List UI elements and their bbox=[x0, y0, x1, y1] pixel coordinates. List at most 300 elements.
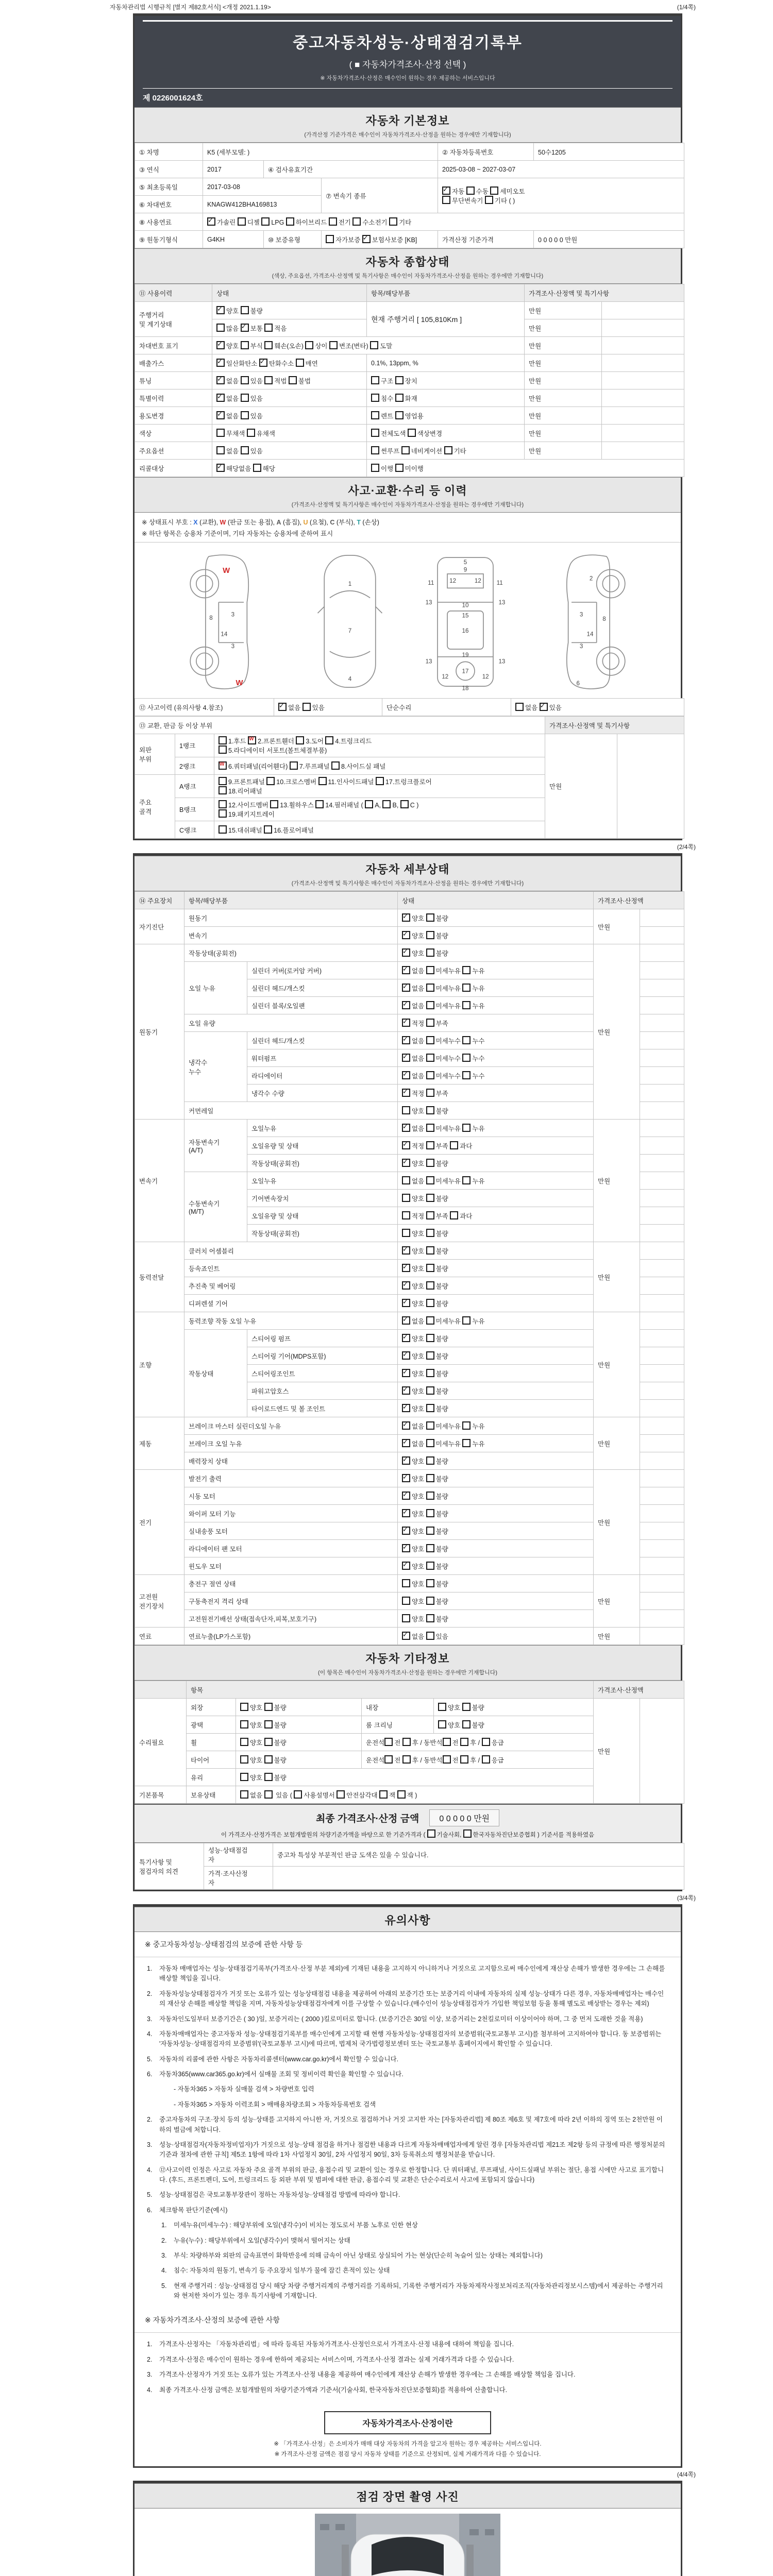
checkbox[interactable] bbox=[219, 809, 227, 818]
checkbox-checked[interactable] bbox=[216, 376, 225, 384]
checkbox[interactable] bbox=[462, 984, 470, 992]
checkbox[interactable] bbox=[264, 825, 272, 834]
checkbox[interactable] bbox=[462, 1124, 470, 1132]
checkbox-checked[interactable] bbox=[216, 306, 225, 314]
checkbox[interactable] bbox=[426, 1316, 434, 1325]
legend-symbol: X bbox=[193, 519, 198, 526]
checkbox[interactable] bbox=[402, 1738, 411, 1746]
checkbox-checked[interactable] bbox=[402, 1492, 410, 1500]
checkbox-checked[interactable] bbox=[402, 1071, 410, 1079]
checkbox[interactable] bbox=[296, 359, 304, 367]
table-cell: 자가보증 ✓보험사보증 [KB] bbox=[322, 231, 438, 248]
checkbox[interactable] bbox=[462, 1421, 470, 1430]
checkbox-checked[interactable] bbox=[402, 966, 410, 974]
checkbox[interactable] bbox=[219, 786, 227, 794]
table-cell: 발전기 출력 bbox=[184, 1470, 398, 1487]
table-cell: 전체도색 색상변경 bbox=[367, 425, 525, 442]
checkbox[interactable] bbox=[450, 1211, 458, 1219]
table-cell: 추진축 및 베어링 bbox=[184, 1277, 398, 1295]
checkbox-weld-mark[interactable] bbox=[219, 761, 227, 770]
checkbox[interactable] bbox=[395, 394, 404, 402]
checkbox[interactable] bbox=[264, 376, 273, 384]
table-cell bbox=[640, 1610, 684, 1628]
checkbox-weld-mark[interactable] bbox=[248, 736, 256, 744]
checkbox[interactable] bbox=[379, 1790, 388, 1799]
checkbox[interactable] bbox=[326, 235, 334, 243]
table-cell bbox=[640, 1365, 684, 1382]
table-cell: 만원 bbox=[594, 1242, 640, 1312]
checkbox[interactable] bbox=[289, 376, 297, 384]
checkbox-checked[interactable] bbox=[402, 1369, 410, 1377]
checkbox[interactable] bbox=[241, 446, 249, 454]
checkbox[interactable] bbox=[395, 464, 404, 472]
checkbox[interactable] bbox=[426, 1562, 434, 1570]
checkbox-checked[interactable] bbox=[402, 1562, 410, 1570]
checkbox[interactable] bbox=[426, 1544, 434, 1552]
checkbox[interactable] bbox=[286, 217, 294, 226]
table-cell: ✓ 양호 불량 bbox=[398, 1155, 594, 1172]
checkbox-checked[interactable] bbox=[402, 1404, 410, 1412]
repair-mark: W bbox=[236, 679, 243, 687]
caution-text: ⑫사고이력 인정은 사고로 자동차 주요 골격 부위의 판금, 용접수리 및 교환이 있는 경우로 한정합니다. 단 쿼터패널, 루프패널, 사이드실패널 부위는 절단, 용접 시에만 사고로 표기합니다. (후드, 프론트펜더, 도어, 트렁크리드 등 외판 부위 및 범퍼에 대한 판금, 용접수리 및 교환은 단순수리로서 사고에 포함되지 않습니다) bbox=[159, 2166, 664, 2183]
checkbox[interactable] bbox=[219, 825, 227, 834]
checkbox-checked[interactable] bbox=[402, 1351, 410, 1360]
checkbox[interactable] bbox=[438, 1703, 446, 1711]
section-basic-info-header bbox=[135, 107, 681, 143]
panel-number: 3 bbox=[231, 642, 235, 650]
checkbox-checked[interactable] bbox=[402, 1054, 410, 1062]
checkbox[interactable] bbox=[305, 341, 313, 349]
checkbox[interactable] bbox=[241, 394, 249, 402]
checkbox[interactable] bbox=[442, 196, 450, 204]
checkbox[interactable] bbox=[490, 187, 498, 195]
table-cell bbox=[640, 1592, 684, 1610]
table-cell: 현재 주행거리 [ 105,810Km ] bbox=[367, 302, 525, 337]
checkbox[interactable] bbox=[460, 1738, 468, 1746]
table-cell: 없음 미세누유 누유 bbox=[398, 1172, 594, 1190]
checkbox-checked[interactable] bbox=[402, 1632, 410, 1640]
table-cell: ✓ 없음 있음 bbox=[398, 1628, 594, 1645]
checkbox-checked[interactable] bbox=[402, 1264, 410, 1272]
table-cell: 원동기 bbox=[184, 909, 398, 927]
checkbox[interactable] bbox=[426, 1264, 434, 1272]
checkbox[interactable] bbox=[264, 1773, 273, 1781]
checkbox-checked[interactable] bbox=[216, 411, 225, 419]
section-title: 유의사항 bbox=[384, 1914, 431, 1927]
checkbox[interactable] bbox=[482, 1738, 490, 1746]
cautions-list-2 bbox=[135, 2333, 681, 2402]
checkbox[interactable] bbox=[329, 341, 338, 349]
table-cell: 고전원 전기장치 bbox=[135, 1575, 184, 1628]
checkbox[interactable] bbox=[264, 1755, 273, 1764]
table-cell: 양호 불량 bbox=[398, 1610, 594, 1628]
table-cell: ✓ 없음 미세누유 누유 bbox=[398, 1312, 594, 1330]
checkbox-checked[interactable] bbox=[402, 1544, 410, 1552]
checkbox-checked[interactable] bbox=[362, 235, 371, 243]
checkbox[interactable] bbox=[462, 966, 470, 974]
checkbox[interactable] bbox=[241, 411, 249, 419]
checkbox-checked[interactable] bbox=[259, 359, 267, 367]
checkbox-checked[interactable] bbox=[540, 703, 548, 711]
checkbox[interactable] bbox=[427, 1829, 435, 1838]
checkbox[interactable] bbox=[264, 1720, 273, 1728]
table-cell: 기본품목 bbox=[135, 1786, 187, 1804]
checkbox[interactable] bbox=[426, 1386, 434, 1395]
document-canvas bbox=[110, 0, 697, 2576]
checkbox[interactable] bbox=[240, 1738, 248, 1746]
table-cell: 적정 부족 과다 bbox=[398, 1207, 594, 1225]
checkbox[interactable] bbox=[216, 446, 225, 454]
checkbox[interactable] bbox=[426, 1071, 434, 1079]
table-cell: 시동 모터 bbox=[184, 1487, 398, 1505]
checkbox[interactable] bbox=[426, 1474, 434, 1482]
table-cell: ⑨ 원동기형식 bbox=[135, 231, 203, 248]
checkbox[interactable] bbox=[352, 217, 361, 226]
checkbox[interactable] bbox=[290, 761, 298, 770]
table-cell: 만원 bbox=[525, 372, 602, 389]
checkbox[interactable] bbox=[371, 464, 379, 472]
checkbox[interactable] bbox=[402, 1229, 410, 1237]
checkbox[interactable] bbox=[466, 187, 475, 195]
table-cell: 운전석 전 후 / 동반석 전 후 / 응급 bbox=[362, 1734, 594, 1751]
checkbox[interactable] bbox=[241, 341, 249, 349]
right-side-view bbox=[534, 550, 627, 693]
checkbox[interactable] bbox=[426, 1404, 434, 1412]
table-cell: 가격·조사산정 자 bbox=[204, 1867, 273, 1890]
table-cell: 실린더 헤드/개스킷 bbox=[247, 1032, 398, 1049]
table-cell: 양호 불량 bbox=[398, 1102, 594, 1120]
checkbox[interactable] bbox=[371, 411, 379, 419]
checkbox[interactable] bbox=[294, 1790, 302, 1799]
checkbox[interactable] bbox=[371, 376, 379, 384]
checkbox[interactable] bbox=[444, 446, 452, 454]
checkbox[interactable] bbox=[402, 1211, 410, 1219]
checkbox-checked[interactable] bbox=[402, 931, 410, 939]
checkbox[interactable] bbox=[426, 1492, 434, 1500]
checkbox[interactable] bbox=[462, 1439, 470, 1447]
checkbox-checked[interactable] bbox=[402, 1439, 410, 1447]
table-cell: 조향 bbox=[135, 1312, 184, 1417]
caution-text: - 자동차365 > 자동차 이력조회 > 매매용차량조회 > 자동차등록번호 검색 bbox=[174, 2100, 376, 2108]
checkbox[interactable] bbox=[426, 1036, 434, 1044]
checkbox[interactable] bbox=[426, 1001, 434, 1009]
caution-text: 가격조사·산정자가 거짓 또는 오류가 있는 가격조사·산정 내용을 제공하여 매수인에게 재산상 손해가 발생한 경우에는 그 손해를 배상할 책임을 집니다. bbox=[159, 2371, 576, 2379]
section-other-info-header bbox=[135, 1645, 681, 1681]
checkbox[interactable] bbox=[450, 1141, 458, 1149]
checkbox[interactable] bbox=[462, 1176, 470, 1184]
checkbox[interactable] bbox=[426, 1369, 434, 1377]
caution-item bbox=[135, 2097, 681, 2112]
checkbox[interactable] bbox=[462, 1720, 470, 1728]
panel-number: 19 bbox=[462, 651, 469, 658]
checkbox[interactable] bbox=[270, 800, 278, 808]
checkbox[interactable] bbox=[240, 1720, 248, 1728]
checkbox[interactable] bbox=[443, 1738, 451, 1746]
checkbox[interactable] bbox=[426, 1246, 434, 1255]
caution-text: 가격조사·산정은 매수인이 원하는 경우에 한하여 제공되는 서비스이며, 가격조사·산정 결과는 실제 거래가격과 다를 수 있습니다. bbox=[159, 2355, 514, 2363]
checkbox[interactable] bbox=[402, 1597, 410, 1605]
checkbox[interactable] bbox=[395, 411, 404, 419]
checkbox[interactable] bbox=[462, 1703, 470, 1711]
checkbox[interactable] bbox=[376, 777, 384, 785]
caution-text: 자동차 매매업자는 성능·상태점검기록부(가격조사·산정 부분 제외)에 기재된 내용을 고지하지 아니하거나 거짓으로 고지함으로써 매수인에게 재산상 손해가 발생한 경우에는 그 손해를 배상할 책임을 집니다. bbox=[159, 1965, 665, 1982]
checkbox[interactable] bbox=[426, 1509, 434, 1517]
checkbox[interactable] bbox=[426, 1456, 434, 1465]
panel-number: 7 bbox=[348, 628, 352, 635]
checkbox[interactable] bbox=[426, 1439, 434, 1447]
checkbox[interactable] bbox=[325, 736, 333, 744]
checkbox[interactable] bbox=[515, 703, 524, 711]
checkbox[interactable] bbox=[426, 966, 434, 974]
checkbox[interactable] bbox=[315, 800, 324, 808]
table-cell: 외판 부위 bbox=[135, 734, 175, 775]
legend-symbol: U bbox=[303, 519, 308, 526]
checkbox[interactable] bbox=[382, 800, 391, 808]
checkbox[interactable] bbox=[261, 217, 270, 226]
checkbox[interactable] bbox=[462, 1071, 470, 1079]
table-cell: C랭크 bbox=[175, 821, 214, 839]
checkbox-checked[interactable] bbox=[278, 703, 287, 711]
checkbox[interactable] bbox=[426, 1299, 434, 1307]
checkbox[interactable] bbox=[240, 1703, 248, 1711]
checkbox[interactable] bbox=[402, 1106, 410, 1114]
checkbox[interactable] bbox=[426, 1597, 434, 1605]
checkbox[interactable] bbox=[402, 1579, 410, 1587]
checkbox-checked[interactable] bbox=[402, 1421, 410, 1430]
table-cell: B랭크 bbox=[175, 798, 214, 821]
caution-number: 6. bbox=[147, 2206, 153, 2214]
checkbox[interactable] bbox=[240, 1790, 248, 1799]
checkbox-checked[interactable] bbox=[402, 1019, 410, 1027]
checkbox[interactable] bbox=[264, 1790, 273, 1799]
checkbox[interactable] bbox=[482, 1755, 490, 1764]
checkbox[interactable] bbox=[318, 777, 327, 785]
checkbox[interactable] bbox=[400, 800, 409, 808]
caution-item bbox=[135, 2112, 681, 2138]
checkbox[interactable] bbox=[219, 745, 227, 754]
checkbox[interactable] bbox=[264, 324, 273, 332]
checkbox[interactable] bbox=[402, 1176, 410, 1184]
checkbox[interactable] bbox=[426, 1054, 434, 1062]
checkbox-checked[interactable] bbox=[402, 1036, 410, 1044]
checkbox-checked[interactable] bbox=[402, 1474, 410, 1482]
checkbox[interactable] bbox=[253, 464, 261, 472]
caution-item bbox=[135, 2279, 681, 2304]
checkbox[interactable] bbox=[462, 1036, 470, 1044]
panel-number: 11 bbox=[496, 580, 503, 587]
checkbox-checked[interactable] bbox=[402, 984, 410, 992]
checkbox[interactable] bbox=[219, 800, 227, 808]
checkbox-checked[interactable] bbox=[402, 948, 410, 957]
checkbox[interactable] bbox=[485, 196, 493, 204]
checkbox[interactable] bbox=[331, 761, 340, 770]
checkbox-checked[interactable] bbox=[216, 464, 225, 472]
checkbox[interactable] bbox=[219, 736, 227, 744]
checkbox-checked[interactable] bbox=[442, 187, 450, 195]
caution-item bbox=[135, 2052, 681, 2067]
checkbox[interactable] bbox=[296, 736, 304, 744]
checkbox[interactable] bbox=[402, 1614, 410, 1622]
checkbox-checked[interactable] bbox=[402, 1159, 410, 1167]
caution-text: 체크항목 판단기준(예시) bbox=[159, 2206, 228, 2214]
table-cell: A랭크 bbox=[175, 775, 214, 798]
checkbox-checked[interactable] bbox=[216, 341, 225, 349]
checkbox-checked[interactable] bbox=[241, 324, 249, 332]
checkbox[interactable] bbox=[408, 429, 416, 437]
table-cell bbox=[640, 1032, 684, 1049]
checkbox[interactable] bbox=[426, 1194, 434, 1202]
checkbox[interactable] bbox=[371, 446, 379, 454]
checkbox[interactable] bbox=[426, 1281, 434, 1290]
checkbox[interactable] bbox=[426, 1141, 434, 1149]
table-cell: 만원 bbox=[525, 389, 602, 407]
checkbox[interactable] bbox=[426, 1176, 434, 1184]
table-cell bbox=[602, 319, 684, 337]
checkbox[interactable] bbox=[384, 1738, 393, 1746]
checkbox[interactable] bbox=[365, 800, 373, 808]
checkbox[interactable] bbox=[337, 1790, 345, 1799]
checkbox[interactable] bbox=[219, 777, 227, 785]
table-cell: ✓ 양호 불량 bbox=[398, 1470, 594, 1487]
table-cell bbox=[640, 1014, 684, 1032]
checkbox[interactable] bbox=[264, 341, 273, 349]
table-cell: 작동상태(공회전) bbox=[184, 944, 398, 962]
checkbox[interactable] bbox=[389, 217, 397, 226]
checkbox[interactable] bbox=[371, 429, 379, 437]
page-3 bbox=[133, 1904, 682, 2468]
checkbox-checked[interactable] bbox=[402, 1141, 410, 1149]
checkbox[interactable] bbox=[460, 1755, 468, 1764]
table-cell: ② 자동차등록번호 bbox=[438, 143, 534, 161]
checkbox[interactable] bbox=[426, 1421, 434, 1430]
table-cell: 2랭크 bbox=[175, 757, 214, 775]
column-header: 가격조사·산정액 및 특기사항 bbox=[525, 284, 684, 302]
checkbox[interactable] bbox=[395, 376, 404, 384]
checkbox[interactable] bbox=[426, 1632, 434, 1640]
table-cell: 성능·상태점검 자 bbox=[204, 1843, 273, 1867]
checkbox-checked[interactable] bbox=[216, 394, 225, 402]
checkbox[interactable] bbox=[426, 1159, 434, 1167]
caution-number: 3. bbox=[147, 2015, 153, 2023]
checkbox[interactable] bbox=[426, 1124, 434, 1132]
table-cell bbox=[640, 1417, 684, 1435]
table-cell: 2017 bbox=[203, 161, 264, 178]
checkbox-checked[interactable] bbox=[402, 1281, 410, 1290]
checkbox[interactable] bbox=[370, 341, 378, 349]
checkbox[interactable] bbox=[371, 394, 379, 402]
checkbox-checked[interactable] bbox=[402, 1527, 410, 1535]
table-cell: 만원 bbox=[594, 944, 640, 1120]
checkbox[interactable] bbox=[426, 913, 434, 922]
checkbox[interactable] bbox=[426, 1211, 434, 1219]
checkbox-checked[interactable] bbox=[402, 1001, 410, 1009]
checkbox-checked[interactable] bbox=[207, 217, 215, 226]
checkbox[interactable] bbox=[241, 376, 249, 384]
checkbox[interactable] bbox=[426, 1527, 434, 1535]
checkbox-checked[interactable] bbox=[402, 1334, 410, 1342]
table-cell: W 6.쿼터패널(리어휀다) 7.루프패널 8.사이드실 패널 bbox=[214, 757, 545, 775]
table-cell: 12.사이드멤버 13.휠하우스 14.필러패널 ( A, B, C ) 19.패키지트레이 bbox=[214, 798, 545, 821]
checkbox[interactable] bbox=[462, 1001, 470, 1009]
checkbox-checked[interactable] bbox=[402, 1509, 410, 1517]
accident-summary-table bbox=[135, 698, 681, 716]
checkbox[interactable] bbox=[426, 1351, 434, 1360]
table-cell bbox=[640, 1628, 684, 1645]
table-cell: ✓ 적정 부족 과다 bbox=[398, 1137, 594, 1155]
checkbox[interactable] bbox=[303, 703, 311, 711]
caution-number: 4. bbox=[161, 2267, 167, 2275]
table-cell: ✓ 양호 불량 bbox=[398, 909, 594, 927]
checkbox[interactable] bbox=[402, 1755, 411, 1764]
final-price-band bbox=[135, 1804, 681, 1843]
page-1 bbox=[133, 13, 682, 840]
checkbox[interactable] bbox=[216, 324, 225, 332]
final-price-amount: 0 0 0 0 0 만원 bbox=[429, 1809, 499, 1826]
checkbox[interactable] bbox=[240, 1773, 248, 1781]
panel-number: 3 bbox=[579, 611, 583, 618]
checkbox[interactable] bbox=[426, 1089, 434, 1097]
checkbox[interactable] bbox=[463, 1829, 472, 1838]
checkbox[interactable] bbox=[264, 1738, 273, 1746]
table-cell bbox=[640, 1067, 684, 1084]
checkbox-checked[interactable] bbox=[216, 359, 225, 367]
checkbox[interactable] bbox=[240, 1755, 248, 1764]
checkbox[interactable] bbox=[426, 984, 434, 992]
checkbox[interactable] bbox=[329, 217, 337, 226]
checkbox[interactable] bbox=[384, 1755, 393, 1764]
checkbox-checked[interactable] bbox=[402, 1089, 410, 1097]
table-cell bbox=[273, 1867, 684, 1890]
table-cell: 0.1%, 13ppm, % bbox=[367, 354, 525, 372]
checkbox[interactable] bbox=[266, 777, 275, 785]
checkbox[interactable] bbox=[426, 1334, 434, 1342]
checkbox[interactable] bbox=[402, 1194, 410, 1202]
caution-number: 4. bbox=[147, 2030, 153, 2038]
checkbox[interactable] bbox=[397, 1790, 406, 1799]
checkbox[interactable] bbox=[401, 446, 410, 454]
checkbox-checked[interactable] bbox=[402, 1316, 410, 1325]
checkbox[interactable] bbox=[443, 1755, 451, 1764]
checkbox-checked[interactable] bbox=[402, 1124, 410, 1132]
checkbox[interactable] bbox=[426, 1106, 434, 1114]
legend-label: (흠집), bbox=[281, 519, 304, 526]
checkbox[interactable] bbox=[426, 1579, 434, 1587]
checkbox[interactable] bbox=[426, 931, 434, 939]
checkbox[interactable] bbox=[426, 948, 434, 957]
checkbox[interactable] bbox=[241, 306, 249, 314]
checkbox[interactable] bbox=[438, 1720, 446, 1728]
checkbox[interactable] bbox=[462, 1316, 470, 1325]
checkbox-checked[interactable] bbox=[402, 913, 410, 922]
checkbox[interactable] bbox=[238, 217, 246, 226]
checkbox[interactable] bbox=[426, 1229, 434, 1237]
checkbox[interactable] bbox=[426, 1019, 434, 1027]
checkbox-checked[interactable] bbox=[402, 1386, 410, 1395]
checkbox[interactable] bbox=[264, 1703, 273, 1711]
table-cell bbox=[602, 337, 684, 354]
checkbox-checked[interactable] bbox=[402, 1456, 410, 1465]
checkbox[interactable] bbox=[247, 429, 255, 437]
checkbox[interactable] bbox=[216, 429, 225, 437]
table-cell: 동력전달 bbox=[135, 1242, 184, 1312]
table-cell: 만원 bbox=[525, 425, 602, 442]
section-note: (가격조사·산정액 및 특기사항은 매수인이 자동차가격조사·산정을 원하는 경우에만 기재합니다) bbox=[291, 502, 524, 508]
checkbox[interactable] bbox=[426, 1614, 434, 1622]
checkbox-checked[interactable] bbox=[402, 1299, 410, 1307]
table-cell: 브레이크 오일 누유 bbox=[184, 1435, 398, 1452]
checkbox[interactable] bbox=[462, 1054, 470, 1062]
checkbox-checked[interactable] bbox=[402, 1246, 410, 1255]
